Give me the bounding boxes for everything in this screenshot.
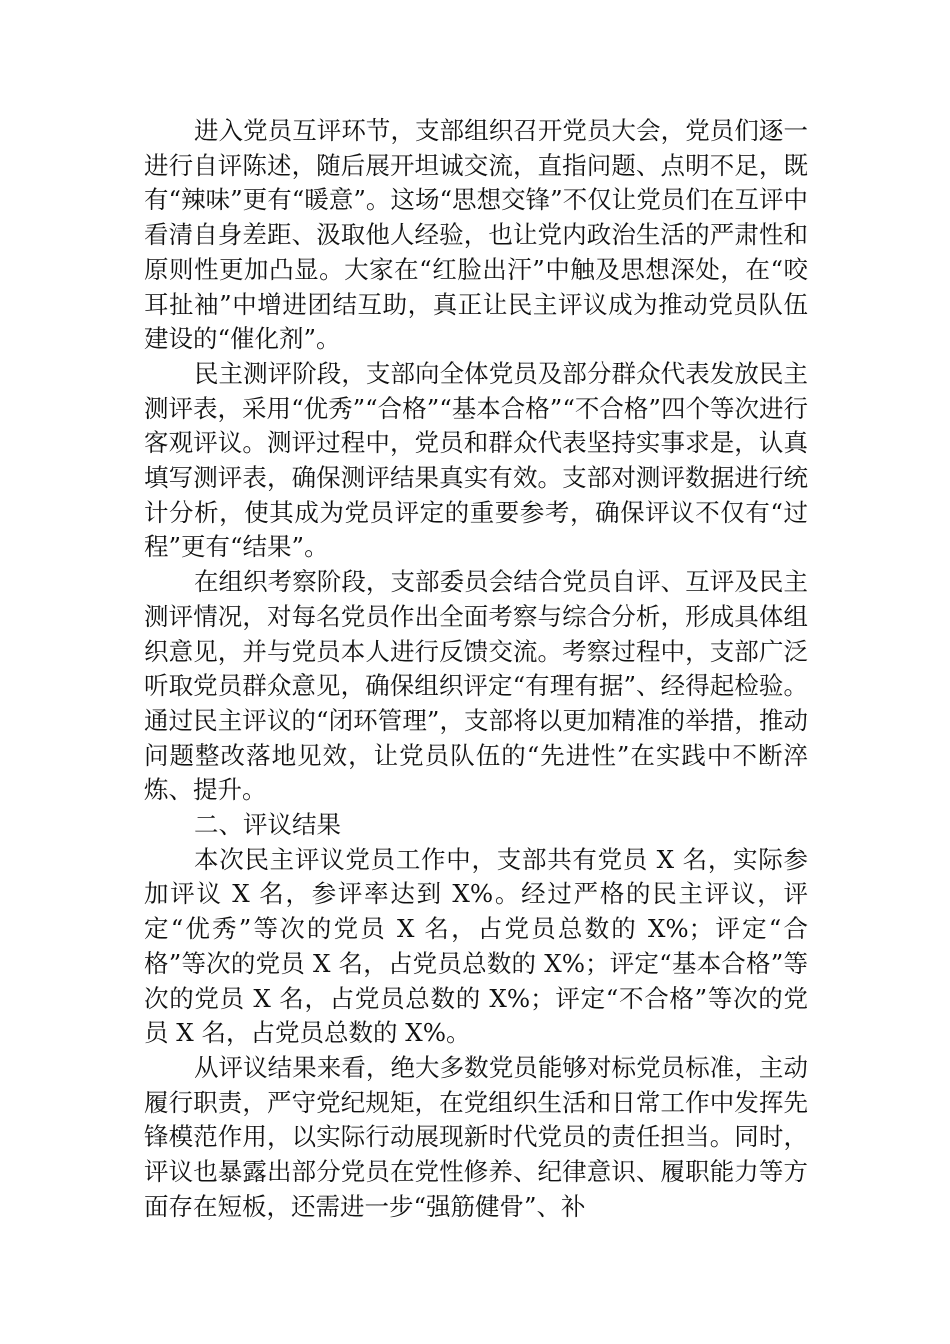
paragraph-results-statistics: 本次民主评议党员工作中，支部共有党员 X 名，实际参加评议 X 名，参评率达到 X%。经过严格的民主评议，评定“优秀”等次的党员 X 名，占党员总数的 X%；评定“合格”等次的党员 X 名，占党员总数的 X%；评定“基本合格”等次的党员 X 名，占党员总数的 X%；评定“不合格”等次的党员 X 名，占党员总数的 X%。 xyxy=(144,844,808,1048)
paragraph-peer-review: 进入党员互评环节，支部组织召开党员大会，党员们逐一进行自评陈述，随后展开坦诚交流，直指问题、点明不足，既有“辣味”更有“暖意”。这场“思想交锋”不仅让党员们在互评中看清自身差距、汲取他人经验，也让党内政治生活的严肃性和原则性更加凸显。大家在“红脸出汗”中触及思想深处，在“咬耳扯袖”中增进团结互助，真正让民主评议成为推动党员队伍建设的“催化剂”。 xyxy=(144,116,808,354)
document-body xyxy=(144,114,808,1225)
paragraph-democratic-assessment: 民主测评阶段，支部向全体党员及部分群众代表发放民主测评表，采用“优秀”“合格”“基本合格”“不合格”四个等次进行客观评议。测评过程中，党员和群众代表坚持实事求是，认真填写测评表，确保测评结果真实有效。支部对测评数据进行统计分析，使其成为党员评定的重要参考，确保评议不仅有“过程”更有“结果”。 xyxy=(144,358,808,562)
paragraph-organizational-inspection: 在组织考察阶段，支部委员会结合党员自评、互评及民主测评情况，对每名党员作出全面考察与综合分析，形成具体组织意见，并与党员本人进行反馈交流。考察过程中，支部广泛听取党员群众意见，确保组织评定“有理有据”、经得起检验。通过民主评议的“闭环管理”，支部将以更加精准的举措，推动问题整改落地见效，让党员队伍的“先进性”在实践中不断淬炼、提升。 xyxy=(144,567,808,805)
section-heading-results: 二、评议结果 xyxy=(194,810,341,840)
paragraph-results-analysis: 从评议结果来看，绝大多数党员能够对标党员标准，主动履行职责，严守党纪规矩，在党组织生活和日常工作中发挥先锋模范作用，以实际行动展现新时代党员的责任担当。同时，评议也暴露出部分党员在党性修养、纪律意识、履职能力等方面存在短板，还需进一步“强筋健骨”、补 xyxy=(144,1052,808,1221)
